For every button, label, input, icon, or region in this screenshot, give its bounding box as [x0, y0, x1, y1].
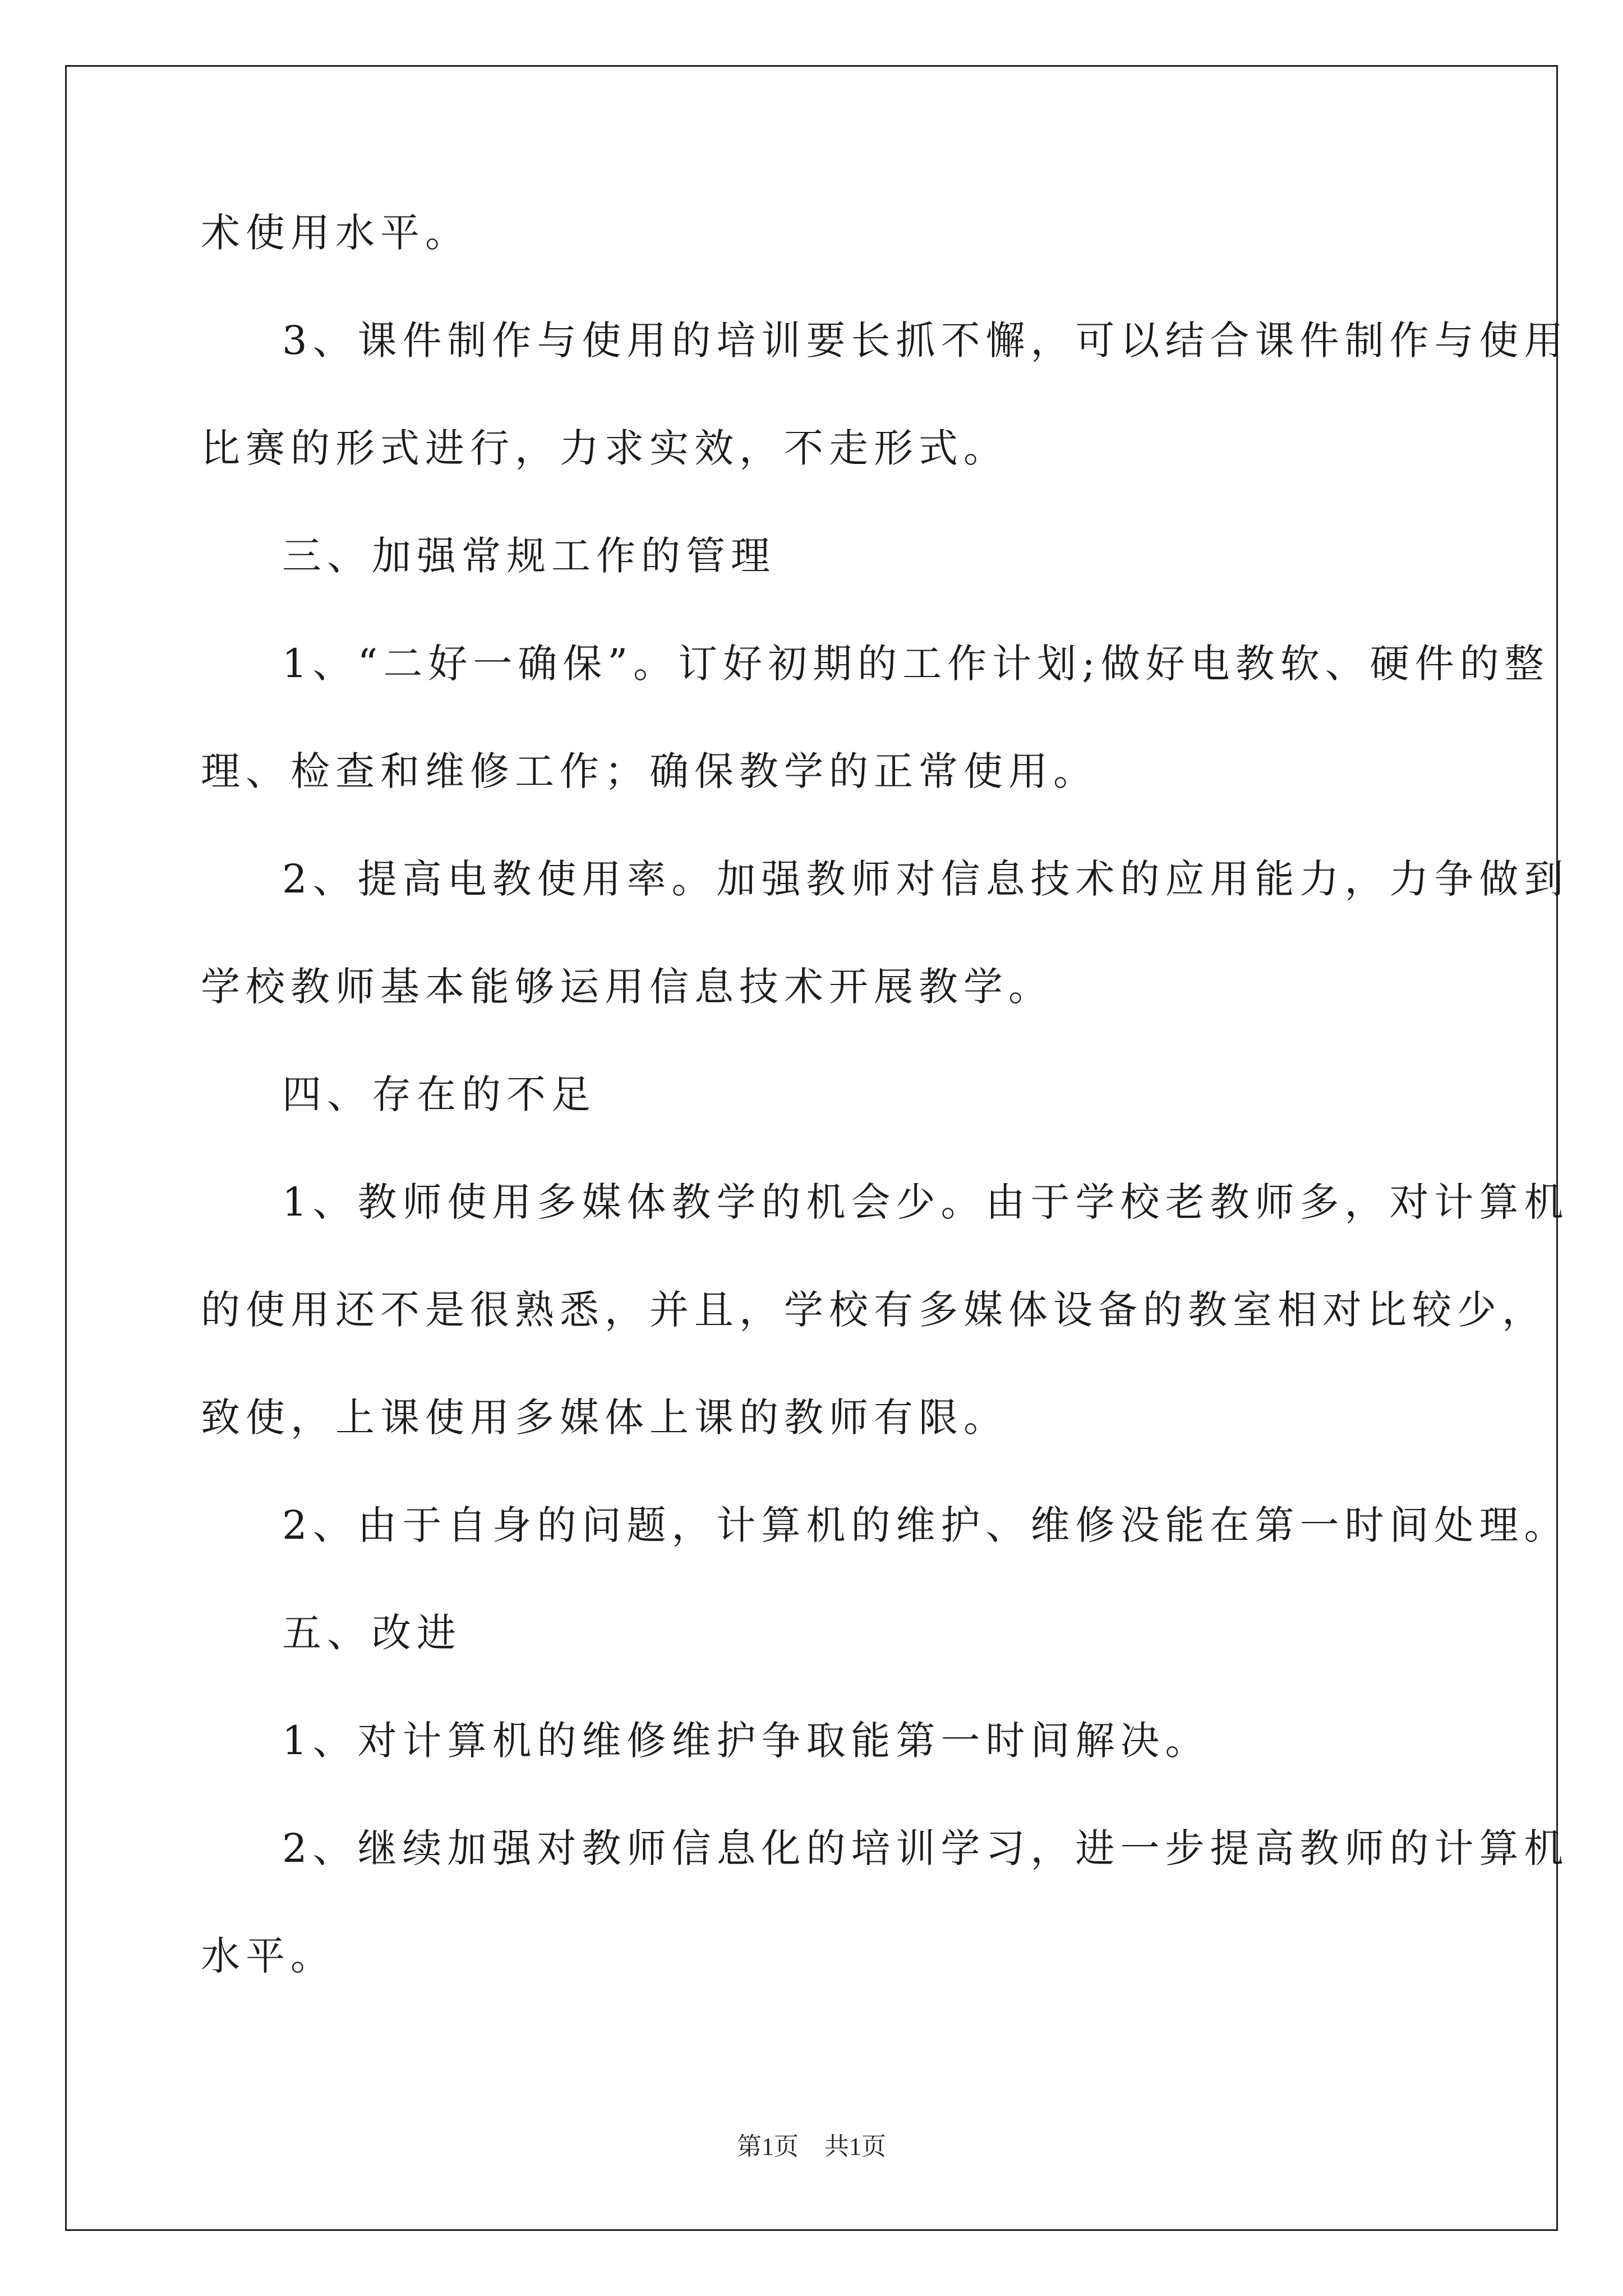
text-line: 的使用还不是很熟悉，并且，学校有多媒体设备的教室相对比较少，: [201, 1287, 1547, 1333]
page-number-total: 共1页: [824, 2133, 886, 2160]
text-line: 2、提高电教使用率。加强教师对信息技术的应用能力，力争做到: [282, 856, 1569, 902]
text-line: 致使，上课使用多媒体上课的教师有限。: [201, 1395, 1008, 1441]
text-line: 2、继续加强对教师信息化的培训学习，进一步提高教师的计算机: [282, 1825, 1569, 1871]
text-line: 术使用水平。: [201, 210, 470, 256]
section-heading: 五、改进: [282, 1610, 462, 1656]
section-heading: 四、存在的不足: [282, 1071, 596, 1117]
text-line: 3、课件制作与使用的培训要长抓不懈，可以结合课件制作与使用: [282, 318, 1569, 364]
text-line: 学校教师基本能够运用信息技术开展教学。: [201, 964, 1053, 1010]
text-line: 理、检查和维修工作；确保教学的正常使用。: [201, 748, 1098, 794]
text-line: 2、由于自身的问题，计算机的维护、维修没能在第一时间处理。: [282, 1502, 1569, 1548]
text-line: 1、“二好一确保”。订好初期的工作计划;做好电教软、硬件的整: [282, 641, 1550, 687]
page-number-current: 第1页: [737, 2133, 799, 2160]
text-line: 1、对计算机的维修维护争取能第一时间解决。: [282, 1718, 1210, 1764]
text-line: 水平。: [201, 1933, 335, 1979]
section-heading: 三、加强常规工作的管理: [282, 533, 776, 579]
page-footer: [0, 2126, 1623, 2162]
text-line: 1、教师使用多媒体教学的机会少。由于学校老教师多，对计算机: [282, 1179, 1569, 1225]
text-line: 比赛的形式进行，力求实效，不走形式。: [201, 425, 1008, 471]
page-border: [65, 65, 1569, 2231]
